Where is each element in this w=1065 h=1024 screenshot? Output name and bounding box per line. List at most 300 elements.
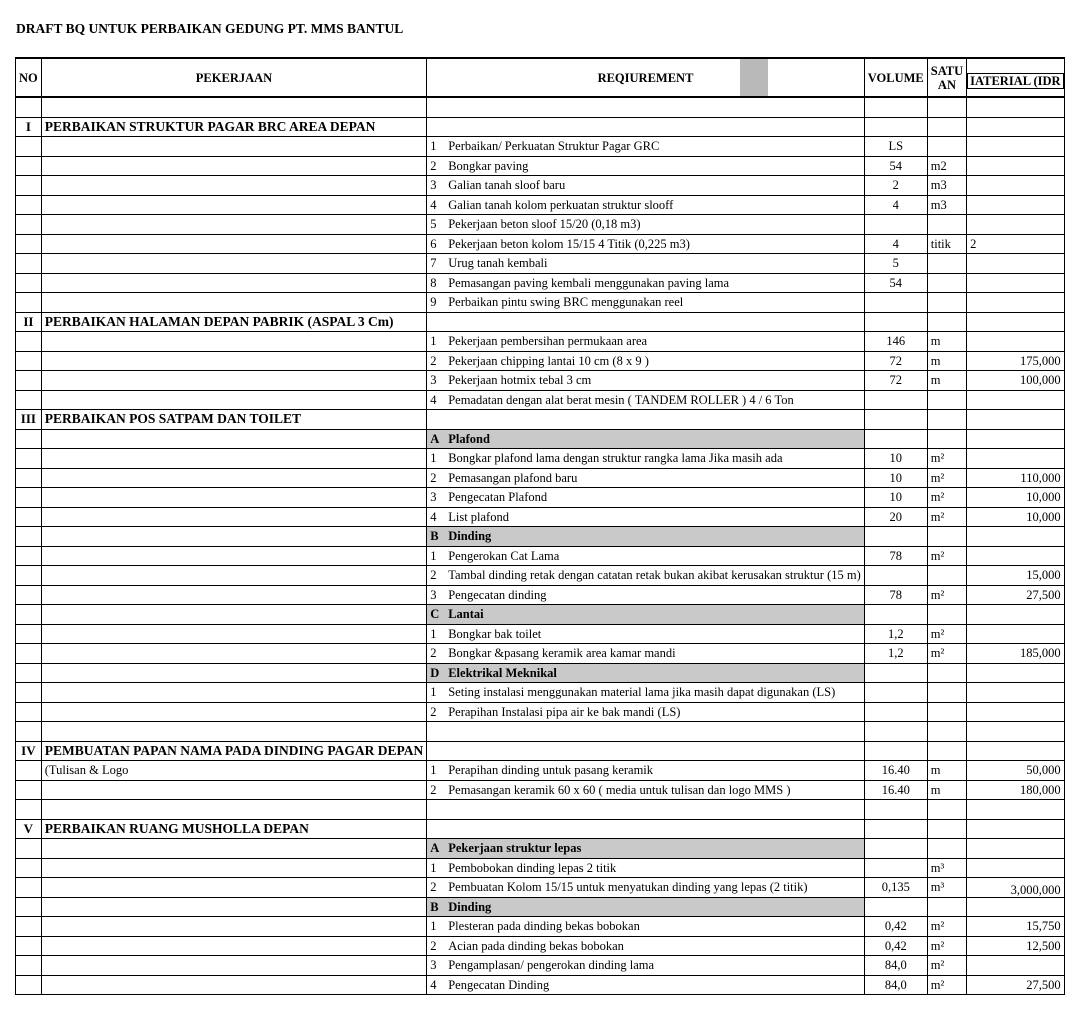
subsection-name: Plafond <box>448 431 490 446</box>
item-description: Pengecatan Plafond <box>448 490 548 505</box>
material-cell <box>967 332 1064 352</box>
requirement-content <box>430 880 861 894</box>
item-number: 1 <box>430 334 437 349</box>
satuan-cell <box>927 390 966 410</box>
subsection-code: A <box>430 431 440 446</box>
volume-cell: 146 <box>864 332 927 352</box>
item-description: Pengecatan dinding <box>448 587 547 602</box>
requirement-cell <box>427 683 865 703</box>
satuan-cell: m² <box>927 956 966 976</box>
table-row <box>16 546 1065 566</box>
empty-cell <box>967 605 1064 625</box>
requirement-cell <box>427 917 865 937</box>
satuan-cell: m² <box>927 507 966 527</box>
empty-cell <box>967 527 1064 547</box>
requirement-content <box>430 549 861 563</box>
requirement-cell <box>427 585 865 605</box>
requirement-content <box>430 256 861 270</box>
subsection-header <box>427 839 865 859</box>
table-row <box>16 878 1065 898</box>
material-cell <box>967 683 1064 703</box>
item-number: 2 <box>430 568 437 583</box>
pekerjaan-cell <box>41 507 426 527</box>
satuan-cell: titik <box>927 234 966 254</box>
subsection-row <box>16 897 1065 917</box>
pekerjaan-cell <box>41 390 426 410</box>
subsection-name: Lantai <box>448 607 484 622</box>
satuan-cell <box>927 293 966 313</box>
volume-cell <box>864 566 927 586</box>
item-description: Galian tanah kolom perkuatan struktur slooff <box>448 197 674 212</box>
header-satuan-line2: AN <box>937 77 956 92</box>
requirement-content <box>430 373 861 387</box>
empty-cell <box>864 410 927 430</box>
no-cell <box>16 585 42 605</box>
table-row <box>16 702 1065 722</box>
pekerjaan-cell <box>41 546 426 566</box>
pekerjaan-cell <box>41 332 426 352</box>
volume-cell <box>864 702 927 722</box>
requirement-cell <box>427 371 865 391</box>
empty-cell <box>927 800 966 820</box>
volume-cell: 0,135 <box>864 878 927 898</box>
satuan-cell <box>927 254 966 274</box>
material-cell <box>967 449 1064 469</box>
volume-cell <box>864 390 927 410</box>
table-row <box>16 176 1065 196</box>
empty-cell <box>927 117 966 137</box>
section-number: III <box>16 410 42 430</box>
satuan-cell: m² <box>927 644 966 664</box>
item-description: Pengecatan Dinding <box>448 977 550 992</box>
no-cell <box>16 761 42 781</box>
volume-cell: 2 <box>864 176 927 196</box>
table-row <box>16 566 1065 586</box>
pekerjaan-cell <box>41 878 426 898</box>
item-number: 1 <box>430 763 437 778</box>
requirement-content <box>430 393 861 407</box>
header-no: NO <box>16 58 42 97</box>
no-cell <box>16 624 42 644</box>
empty-cell <box>427 800 865 820</box>
material-cell: 2 <box>967 234 1064 254</box>
empty-cell <box>16 605 42 625</box>
requirement-content <box>430 178 861 192</box>
requirement-content <box>430 763 861 777</box>
header-material-label: IATERIAL (IDR <box>967 73 1063 89</box>
table-row <box>16 137 1065 157</box>
material-cell <box>967 156 1064 176</box>
requirement-cell <box>427 468 865 488</box>
item-number: 4 <box>430 392 437 407</box>
item-description: Bongkar &pasang keramik area kamar mandi <box>448 646 676 661</box>
item-number: 6 <box>430 236 437 251</box>
empty-cell <box>16 429 42 449</box>
table-row <box>16 215 1065 235</box>
volume-cell <box>864 683 927 703</box>
volume-cell: 1,2 <box>864 644 927 664</box>
item-description: Galian tanah sloof baru <box>448 178 566 193</box>
no-cell <box>16 156 42 176</box>
satuan-cell: m² <box>927 449 966 469</box>
item-description: Pemasangan keramik 60 x 60 ( media untuk tulisan dan logo MMS ) <box>448 782 791 797</box>
volume-cell: 1,2 <box>864 624 927 644</box>
pekerjaan-cell <box>41 488 426 508</box>
item-number: 9 <box>430 295 437 310</box>
satuan-cell: m² <box>927 488 966 508</box>
item-number: 2 <box>430 646 437 661</box>
satuan-cell: m² <box>927 546 966 566</box>
table-row <box>16 644 1065 664</box>
requirement-content <box>430 568 861 582</box>
item-number: 1 <box>430 139 437 154</box>
no-cell <box>16 176 42 196</box>
requirement-cell <box>427 254 865 274</box>
item-description: Seting instalasi menggunakan material lama jika masih dapat digunakan (LS) <box>448 685 836 700</box>
satuan-cell: m <box>927 371 966 391</box>
empty-cell <box>967 429 1064 449</box>
table-row <box>16 234 1065 254</box>
table-row <box>16 254 1065 274</box>
pekerjaan-cell <box>41 351 426 371</box>
table-row <box>16 624 1065 644</box>
subsection-name: Elektrikal Meknikal <box>448 665 557 680</box>
document-title: DRAFT BQ UNTUK PERBAIKAN GEDUNG PT. MMS BANTUL <box>16 21 404 36</box>
pekerjaan-cell <box>41 917 426 937</box>
material-cell: 50,000 <box>967 761 1064 781</box>
no-cell <box>16 254 42 274</box>
requirement-cell <box>427 566 865 586</box>
empty-cell <box>16 839 42 859</box>
no-cell <box>16 234 42 254</box>
satuan-cell <box>927 566 966 586</box>
no-cell <box>16 546 42 566</box>
pekerjaan-cell <box>41 234 426 254</box>
volume-cell: 54 <box>864 273 927 293</box>
item-number: 5 <box>430 217 437 232</box>
material-cell: 185,000 <box>967 644 1064 664</box>
item-description: Bongkar paving <box>448 158 529 173</box>
material-cell <box>967 176 1064 196</box>
requirement-cell <box>427 234 865 254</box>
requirement-cell <box>427 878 865 898</box>
empty-cell <box>927 741 966 761</box>
empty-cell <box>41 527 426 547</box>
empty-cell <box>967 312 1064 332</box>
pekerjaan-cell <box>41 585 426 605</box>
header-material <box>967 58 1064 97</box>
requirement-content <box>430 451 861 465</box>
subsection-code: B <box>430 529 439 544</box>
material-cell <box>967 215 1064 235</box>
item-description: Pembuatan Kolom 15/15 untuk menyatukan dinding yang lepas (2 titik) <box>448 880 808 895</box>
volume-cell: 16.40 <box>864 780 927 800</box>
table-row <box>16 156 1065 176</box>
pekerjaan-cell <box>41 215 426 235</box>
section-number: I <box>16 117 42 137</box>
item-description: Plesteran pada dinding bekas bobokan <box>448 919 640 934</box>
material-cell: 100,000 <box>967 371 1064 391</box>
no-cell <box>16 293 42 313</box>
no-cell <box>16 956 42 976</box>
requirement-cell <box>427 975 865 995</box>
no-cell <box>16 975 42 995</box>
empty-cell <box>967 410 1064 430</box>
table-row <box>16 956 1065 976</box>
subsection-row <box>16 605 1065 625</box>
table-row <box>16 449 1065 469</box>
requirement-cell <box>427 858 865 878</box>
pekerjaan-cell <box>41 293 426 313</box>
item-description: Pekerjaan chipping lantai 10 cm (8 x 9 ) <box>448 353 649 368</box>
requirement-cell <box>427 156 865 176</box>
header-volume: VOLUME <box>864 58 927 97</box>
no-cell <box>16 878 42 898</box>
pekerjaan-cell <box>41 702 426 722</box>
table-row <box>16 917 1065 937</box>
material-cell <box>967 390 1064 410</box>
material-cell <box>967 702 1064 722</box>
pekerjaan-cell <box>41 975 426 995</box>
pekerjaan-cell <box>41 683 426 703</box>
item-number: 2 <box>430 704 437 719</box>
empty-cell <box>427 97 865 117</box>
no-cell <box>16 683 42 703</box>
requirement-cell <box>427 546 865 566</box>
item-number: 1 <box>430 860 437 875</box>
header-requirement: REQIUREMENT <box>427 58 865 97</box>
no-cell <box>16 449 42 469</box>
bq-table <box>15 57 1065 995</box>
no-cell <box>16 371 42 391</box>
item-number: 3 <box>430 958 437 973</box>
section-row <box>16 741 1065 761</box>
empty-cell <box>16 897 42 917</box>
subsection-header <box>427 605 865 625</box>
volume-cell: 10 <box>864 449 927 469</box>
empty-cell <box>864 605 927 625</box>
satuan-cell <box>927 137 966 157</box>
empty-cell <box>927 663 966 683</box>
satuan-cell: m3 <box>927 176 966 196</box>
requirement-content <box>430 627 861 641</box>
requirement-cell <box>427 761 865 781</box>
empty-cell <box>864 741 927 761</box>
volume-cell: LS <box>864 137 927 157</box>
material-cell <box>967 137 1064 157</box>
volume-cell: 72 <box>864 351 927 371</box>
no-cell <box>16 936 42 956</box>
volume-cell: 10 <box>864 468 927 488</box>
subsection-name: Dinding <box>448 529 492 544</box>
volume-cell <box>864 293 927 313</box>
item-number: 1 <box>430 685 437 700</box>
section-number: II <box>16 312 42 332</box>
subsection-code: A <box>430 841 440 856</box>
subsection-header <box>427 527 865 547</box>
empty-cell <box>41 97 426 117</box>
item-description: Bongkar bak toilet <box>448 626 542 641</box>
requirement-content <box>430 139 861 153</box>
item-number: 2 <box>430 470 437 485</box>
item-number: 1 <box>430 626 437 641</box>
empty-cell <box>927 897 966 917</box>
material-cell: 110,000 <box>967 468 1064 488</box>
empty-cell <box>967 839 1064 859</box>
no-cell <box>16 273 42 293</box>
empty-cell <box>864 897 927 917</box>
subsection-header <box>427 429 865 449</box>
pekerjaan-cell <box>41 371 426 391</box>
table-row <box>16 293 1065 313</box>
material-cell: 27,500 <box>967 585 1064 605</box>
requirement-cell <box>427 644 865 664</box>
empty-cell <box>967 117 1064 137</box>
requirement-cell <box>427 780 865 800</box>
requirement-cell <box>427 293 865 313</box>
pekerjaan-cell <box>41 254 426 274</box>
pekerjaan-cell <box>41 936 426 956</box>
no-cell <box>16 644 42 664</box>
requirement-content <box>430 939 861 953</box>
requirement-cell <box>427 488 865 508</box>
spacer-row <box>16 97 1065 117</box>
requirement-content <box>430 334 861 348</box>
item-number: 2 <box>430 353 437 368</box>
item-number: 4 <box>430 977 437 992</box>
material-cell: 3,000,000 <box>967 878 1064 898</box>
requirement-content <box>430 354 861 368</box>
section-title: PEMBUATAN PAPAN NAMA PADA DINDING PAGAR DEPAN <box>41 741 426 761</box>
item-number: 2 <box>430 938 437 953</box>
item-number: 1 <box>430 451 437 466</box>
pekerjaan-cell <box>41 273 426 293</box>
pekerjaan-cell <box>41 449 426 469</box>
item-description: Tambal dinding retak dengan catatan retak bukan akibat kerusakan struktur (15 m) <box>448 568 861 583</box>
section-row <box>16 819 1065 839</box>
empty-cell <box>967 800 1064 820</box>
section-row <box>16 117 1065 137</box>
subsection-name: Dinding <box>448 899 492 914</box>
item-description: Perapihan Instalasi pipa air ke bak mandi (LS) <box>448 704 681 719</box>
empty-cell <box>927 312 966 332</box>
material-cell <box>967 546 1064 566</box>
material-cell: 27,500 <box>967 975 1064 995</box>
satuan-cell: m <box>927 780 966 800</box>
header-pekerjaan: PEKERJAAN <box>41 58 426 97</box>
volume-cell: 4 <box>864 234 927 254</box>
no-cell <box>16 351 42 371</box>
item-description: Bongkar plafond lama dengan struktur rangka lama Jika masih ada <box>448 451 783 466</box>
requirement-content <box>430 490 861 504</box>
empty-cell <box>41 897 426 917</box>
pekerjaan-cell <box>41 624 426 644</box>
material-cell: 10,000 <box>967 488 1064 508</box>
volume-cell: 72 <box>864 371 927 391</box>
satuan-cell: m3 <box>927 195 966 215</box>
section-row <box>16 410 1065 430</box>
section-title: PERBAIKAN STRUKTUR PAGAR BRC AREA DEPAN <box>41 117 426 137</box>
no-cell <box>16 468 42 488</box>
table-row <box>16 273 1065 293</box>
item-description: Pemasangan plafond baru <box>448 470 578 485</box>
volume-cell: 78 <box>864 546 927 566</box>
empty-cell <box>16 527 42 547</box>
item-description: Pemasangan paving kembali menggunakan paving lama <box>448 275 730 290</box>
table-row <box>16 585 1065 605</box>
requirement-cell <box>427 624 865 644</box>
empty-cell <box>967 897 1064 917</box>
table-header-row <box>16 58 1065 97</box>
material-cell <box>967 254 1064 274</box>
table-row <box>16 683 1065 703</box>
requirement-content <box>430 958 861 972</box>
item-number: 2 <box>430 880 437 895</box>
satuan-cell: m² <box>927 585 966 605</box>
empty-cell <box>864 312 927 332</box>
volume-cell <box>864 215 927 235</box>
pekerjaan-cell <box>41 195 426 215</box>
item-description: List plafond <box>448 509 509 524</box>
item-description: Pekerjaan hotmix tebal 3 cm <box>448 373 592 388</box>
pekerjaan-cell <box>41 780 426 800</box>
requirement-content <box>430 198 861 212</box>
volume-cell: 5 <box>864 254 927 274</box>
item-number: 3 <box>430 490 437 505</box>
requirement-content <box>430 919 861 933</box>
item-number: 1 <box>430 919 437 934</box>
empty-cell <box>927 429 966 449</box>
subsection-header <box>427 663 865 683</box>
item-description: Pemadatan dengan alat berat mesin ( TANDEM ROLLER ) 4 / 6 Ton <box>448 392 794 407</box>
item-description: Perbaikan/ Perkuatan Struktur Pagar GRC <box>448 139 660 154</box>
material-cell <box>967 293 1064 313</box>
item-description: Pekerjaan beton kolom 15/15 4 Titik (0,225 m3) <box>448 236 690 251</box>
satuan-cell <box>927 683 966 703</box>
empty-cell <box>967 97 1064 117</box>
empty-cell <box>427 741 865 761</box>
empty-cell <box>927 410 966 430</box>
table-row <box>16 195 1065 215</box>
pekerjaan-note: (Tulisan & Logo <box>44 763 129 778</box>
requirement-cell <box>427 332 865 352</box>
no-cell <box>16 858 42 878</box>
empty-cell <box>864 819 927 839</box>
empty-cell <box>864 429 927 449</box>
item-description: Perbaikan pintu swing BRC menggunakan reel <box>448 295 684 310</box>
empty-cell <box>864 839 927 859</box>
table-row <box>16 936 1065 956</box>
no-cell <box>16 215 42 235</box>
empty-cell <box>41 663 426 683</box>
volume-cell <box>864 858 927 878</box>
empty-cell <box>427 312 865 332</box>
empty-cell <box>927 819 966 839</box>
empty-cell <box>864 800 927 820</box>
satuan-cell: m <box>927 351 966 371</box>
spacer-row <box>16 722 1065 742</box>
pekerjaan-cell <box>41 468 426 488</box>
empty-cell <box>927 722 966 742</box>
material-cell: 15,000 <box>967 566 1064 586</box>
table-row <box>16 507 1065 527</box>
material-cell <box>967 624 1064 644</box>
empty-cell <box>16 97 42 117</box>
satuan-cell: m² <box>927 917 966 937</box>
empty-cell <box>16 800 42 820</box>
item-number: 4 <box>430 509 437 524</box>
satuan-cell: m <box>927 332 966 352</box>
